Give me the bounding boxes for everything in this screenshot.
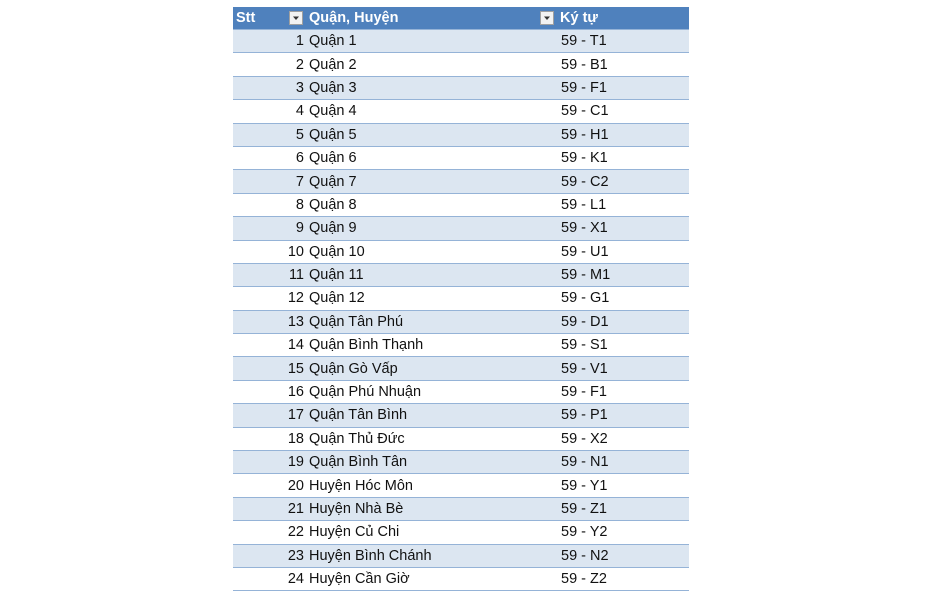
district-name-cell[interactable]: Quận Gò Vấp — [306, 357, 557, 380]
stt-cell[interactable]: 14 — [233, 334, 306, 357]
plate-code-cell[interactable]: 59 - F1 — [557, 76, 689, 99]
stt-cell[interactable]: 17 — [233, 404, 306, 427]
column-header-name — [306, 7, 557, 30]
stt-cell[interactable]: 19 — [233, 451, 306, 474]
district-name-cell[interactable]: Quận 3 — [306, 76, 557, 99]
table-row[interactable] — [233, 451, 689, 474]
plate-code-cell[interactable]: 59 - Z1 — [557, 497, 689, 520]
district-plate-table — [233, 7, 689, 591]
stt-cell[interactable]: 5 — [233, 123, 306, 146]
table-row[interactable] — [233, 380, 689, 403]
district-name-cell[interactable]: Quận 8 — [306, 193, 557, 216]
table-row[interactable] — [233, 123, 689, 146]
table-row[interactable] — [233, 334, 689, 357]
chevron-down-icon — [541, 12, 553, 24]
district-name-cell[interactable]: Quận 2 — [306, 53, 557, 76]
table-row[interactable] — [233, 170, 689, 193]
plate-code-cell[interactable]: 59 - S1 — [557, 334, 689, 357]
district-name-cell[interactable]: Quận 11 — [306, 263, 557, 286]
table-row[interactable] — [233, 53, 689, 76]
district-name-cell[interactable]: Huyện Củ Chi — [306, 521, 557, 544]
stt-cell[interactable]: 22 — [233, 521, 306, 544]
table-row[interactable] — [233, 474, 689, 497]
chevron-down-icon — [290, 12, 302, 24]
data-table — [233, 7, 689, 591]
plate-code-cell[interactable]: 59 - P1 — [557, 404, 689, 427]
table-row[interactable] — [233, 427, 689, 450]
plate-code-cell[interactable]: 59 - X1 — [557, 217, 689, 240]
stt-cell[interactable]: 7 — [233, 170, 306, 193]
district-name-cell[interactable]: Quận 9 — [306, 217, 557, 240]
stt-cell[interactable]: 18 — [233, 427, 306, 450]
stt-cell[interactable]: 24 — [233, 567, 306, 590]
stt-cell[interactable]: 3 — [233, 76, 306, 99]
table-row[interactable] — [233, 30, 689, 53]
plate-code-cell[interactable]: 59 - U1 — [557, 240, 689, 263]
plate-code-cell[interactable]: 59 - K1 — [557, 146, 689, 169]
header-row — [233, 7, 689, 30]
table-row[interactable] — [233, 521, 689, 544]
plate-code-cell[interactable]: 59 - F1 — [557, 380, 689, 403]
plate-code-cell[interactable]: 59 - M1 — [557, 263, 689, 286]
district-name-cell[interactable]: Quận 1 — [306, 30, 557, 53]
district-name-cell[interactable]: Quận 6 — [306, 146, 557, 169]
stt-cell[interactable]: 11 — [233, 263, 306, 286]
table-row[interactable] — [233, 310, 689, 333]
stt-cell[interactable]: 20 — [233, 474, 306, 497]
column-header-name-label: Quận, Huyện — [309, 10, 399, 27]
name-filter-button[interactable] — [540, 11, 554, 25]
plate-code-cell[interactable]: 59 - X2 — [557, 427, 689, 450]
plate-code-cell[interactable]: 59 - N1 — [557, 451, 689, 474]
district-name-cell[interactable]: Quận Bình Tân — [306, 451, 557, 474]
plate-code-cell[interactable]: 59 - N2 — [557, 544, 689, 567]
table-row[interactable] — [233, 146, 689, 169]
column-header-stt — [233, 7, 306, 30]
district-name-cell[interactable]: Quận Bình Thạnh — [306, 334, 557, 357]
table-row[interactable] — [233, 100, 689, 123]
district-name-cell[interactable]: Huyện Cần Giờ — [306, 567, 557, 590]
plate-code-cell[interactable]: 59 - C2 — [557, 170, 689, 193]
plate-code-cell[interactable]: 59 - Y2 — [557, 521, 689, 544]
district-name-cell[interactable]: Quận 4 — [306, 100, 557, 123]
stt-cell[interactable]: 15 — [233, 357, 306, 380]
district-name-cell[interactable]: Quận Phú Nhuận — [306, 380, 557, 403]
district-name-cell[interactable]: Quận Tân Phú — [306, 310, 557, 333]
table-row[interactable] — [233, 544, 689, 567]
stt-cell[interactable]: 13 — [233, 310, 306, 333]
district-name-cell[interactable]: Huyện Nhà Bè — [306, 497, 557, 520]
table-row[interactable] — [233, 497, 689, 520]
plate-code-cell[interactable]: 59 - L1 — [557, 193, 689, 216]
district-name-cell[interactable]: Huyện Hóc Môn — [306, 474, 557, 497]
stt-cell[interactable]: 1 — [233, 30, 306, 53]
table-row[interactable] — [233, 567, 689, 590]
plate-code-cell[interactable]: 59 - G1 — [557, 287, 689, 310]
district-name-cell[interactable]: Quận 5 — [306, 123, 557, 146]
table-row[interactable] — [233, 404, 689, 427]
district-name-cell[interactable]: Quận 12 — [306, 287, 557, 310]
table-row[interactable] — [233, 76, 689, 99]
table-row[interactable] — [233, 193, 689, 216]
stt-cell[interactable]: 2 — [233, 53, 306, 76]
plate-code-cell[interactable]: 59 - V1 — [557, 357, 689, 380]
stt-cell[interactable]: 12 — [233, 287, 306, 310]
stt-cell[interactable]: 6 — [233, 146, 306, 169]
district-name-cell[interactable]: Quận 10 — [306, 240, 557, 263]
stt-cell[interactable]: 4 — [233, 100, 306, 123]
plate-code-cell[interactable]: 59 - Y1 — [557, 474, 689, 497]
table-row[interactable] — [233, 217, 689, 240]
column-header-code-label: Ký tự — [560, 10, 598, 27]
table-row[interactable] — [233, 287, 689, 310]
column-header-stt-label: Stt — [236, 10, 256, 27]
stt-cell[interactable]: 8 — [233, 193, 306, 216]
stt-cell[interactable]: 16 — [233, 380, 306, 403]
district-name-cell[interactable]: Huyện Bình Chánh — [306, 544, 557, 567]
plate-code-cell[interactable]: 59 - C1 — [557, 100, 689, 123]
plate-code-cell[interactable]: 59 - T1 — [557, 30, 689, 53]
column-header-code — [557, 7, 689, 30]
table-row[interactable] — [233, 263, 689, 286]
stt-cell[interactable]: 10 — [233, 240, 306, 263]
stt-cell[interactable]: 9 — [233, 217, 306, 240]
table-row[interactable] — [233, 357, 689, 380]
plate-code-cell[interactable]: 59 - B1 — [557, 53, 689, 76]
district-name-cell[interactable]: Quận Thủ Đức — [306, 427, 557, 450]
plate-code-cell[interactable]: 59 - Z2 — [557, 567, 689, 590]
stt-filter-button[interactable] — [289, 11, 303, 25]
district-name-cell[interactable]: Quận Tân Bình — [306, 404, 557, 427]
plate-code-cell[interactable]: 59 - H1 — [557, 123, 689, 146]
stt-cell[interactable]: 23 — [233, 544, 306, 567]
stt-cell[interactable]: 21 — [233, 497, 306, 520]
table-row[interactable] — [233, 240, 689, 263]
plate-code-cell[interactable]: 59 - D1 — [557, 310, 689, 333]
district-name-cell[interactable]: Quận 7 — [306, 170, 557, 193]
